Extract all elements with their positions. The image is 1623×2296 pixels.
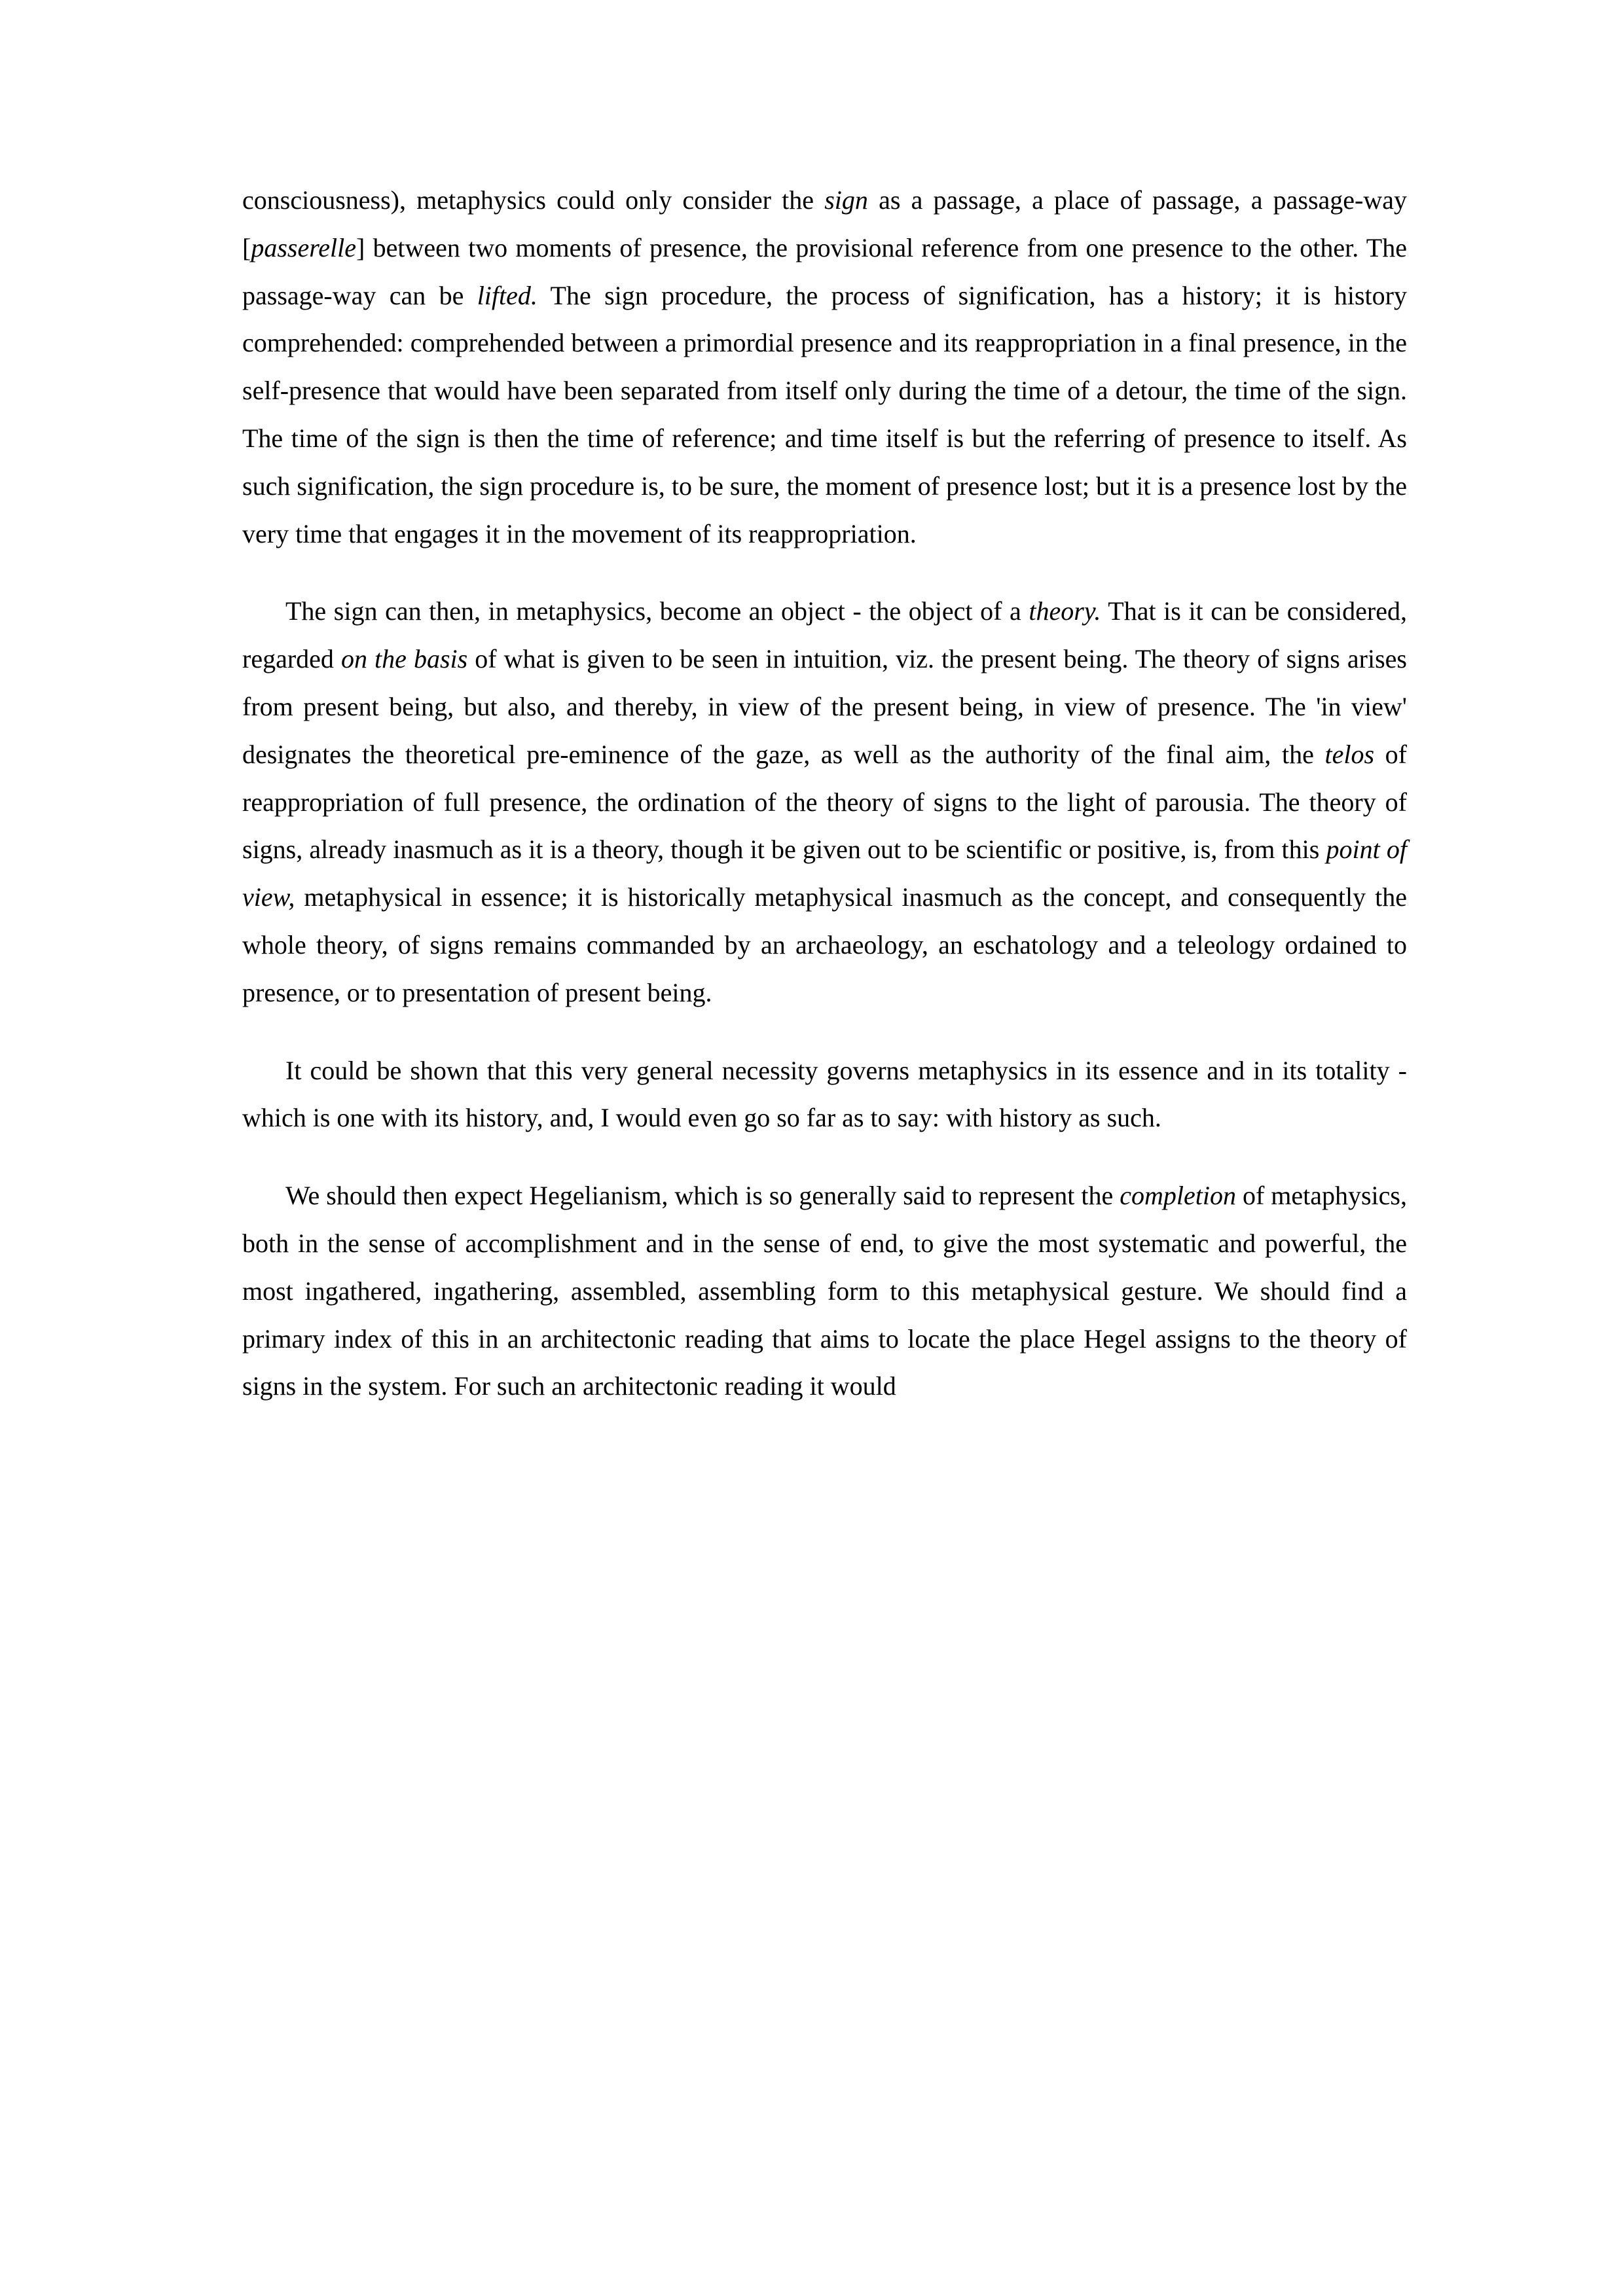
- paragraph-2-run-5: of what is given to be seen in intuition, viz. the present being. The theory of signs arises from present being, but also, and thereby, in view of the present being, in view of presence. The 'in view' designates the theoretical pre-eminence of the gaze, as well as the authority of the final aim, the: [242, 644, 1407, 769]
- paragraph-1-run-3: as a passage, a place of passage, a passage-way [: [242, 185, 1407, 262]
- paragraph-1-run-4: passerelle: [251, 232, 357, 262]
- paragraph-2-run-8: point of view,: [242, 834, 1408, 912]
- paragraph-1-run-2: sign: [824, 185, 868, 215]
- paragraph-2-run-1: The sign can then, in metaphysics, become an object - the object of a: [285, 596, 1029, 626]
- paragraph-4: [242, 1172, 1407, 1410]
- paragraph-3-run-1: It could be shown that this very general necessity governs metaphysics in its essence and in its totality - which is one with its history, and, I would even go so far as to say: with history as such.: [242, 1055, 1407, 1133]
- body-text-column: [242, 177, 1407, 1410]
- paragraph-1: [242, 177, 1407, 558]
- paragraph-4-run-2: completion: [1120, 1181, 1236, 1211]
- paragraph-2-run-2: theory.: [1029, 596, 1101, 626]
- paragraph-2-run-3: That is it can be considered, regarded: [242, 596, 1407, 674]
- paragraph-1-run-1: consciousness), metaphysics could only consider the: [242, 185, 825, 215]
- paragraph-3: [242, 1047, 1407, 1143]
- paragraph-2: [242, 588, 1407, 1016]
- paragraph-2-run-9: metaphysical in essence; it is historically metaphysical inasmuch as the concept, and consequently the whole theory, of signs remains commanded by an archaeology, an eschatology and a teleology ordained to presence, or to presentation of present being.: [242, 882, 1407, 1007]
- paragraph-1-run-6: lifted.: [477, 280, 538, 310]
- paragraph-2-run-6: telos: [1324, 739, 1375, 769]
- paragraph-1-run-7: The sign procedure, the process of signification, has a history; it is history comprehended: comprehended between a primordial presence and its reappropriation in a final presence, in the self-presence that would have been separated from itself only during the time of a detour, the time of the sign. The time of the sign is then the time of reference; and time itself is but the referring of presence to itself. As such signification, the sign procedure is, to be sure, the moment of presence lost; but it is a presence lost by the very time that engages it in the movement of its reappropriation.: [242, 280, 1407, 548]
- paragraph-4-run-3: of metaphysics, both in the sense of accomplishment and in the sense of end, to give the most systematic and powerful, the most ingathered, ingathering, assembled, assembling form to this metaphysical gesture. We should find a primary index of this in an architectonic reading that aims to locate the place Hegel assigns to the theory of signs in the system. For such an architectonic reading it would: [242, 1181, 1407, 1401]
- paragraph-4-run-1: We should then expect Hegelianism, which is so generally said to represent the: [285, 1181, 1120, 1211]
- paragraph-2-run-4: on the basis: [340, 644, 468, 674]
- paragraph-2-run-7: of reappropriation of full presence, the ordination of the theory of signs to the light of parousia. The theory of signs, already inasmuch as it is a theory, though it be given out to be scientific or positive, is, from this: [242, 739, 1407, 865]
- paragraph-1-run-5: ] between two moments of presence, the provisional reference from one presence to the other. The passage-way can be: [242, 232, 1407, 310]
